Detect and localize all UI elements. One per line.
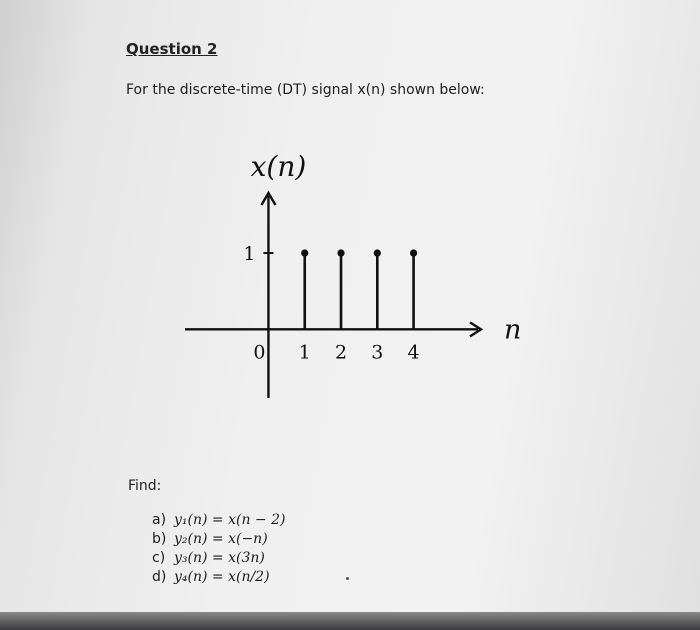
x-axis-label: n: [504, 314, 522, 346]
stem-marker: [301, 249, 308, 256]
y-tick-label: 1: [243, 243, 256, 266]
stems: [301, 249, 417, 329]
stem-marker: [337, 249, 344, 256]
question-title: Question 2: [126, 40, 218, 58]
part-d-expression: y₄(n) = x(n/2): [174, 569, 270, 585]
axes: [185, 193, 481, 398]
part-b-letter: b): [152, 531, 167, 547]
part-d-letter: d): [152, 569, 167, 585]
x-tick-label: 0: [253, 341, 266, 364]
x-tick-label: 3: [371, 341, 384, 364]
part-c-letter: c): [152, 550, 166, 566]
stem-marker: [374, 249, 381, 256]
part-a-expression: y₁(n) = x(n − 2): [174, 512, 286, 528]
find-label: Find:: [128, 478, 162, 494]
part-b: [152, 530, 285, 549]
monitor-bezel: [0, 612, 700, 630]
y-axis-label: x(n): [250, 150, 307, 183]
part-b-expression: y₂(n) = x(−n): [174, 531, 268, 547]
part-a: [152, 511, 285, 530]
question-intro: For the discrete-time (DT) signal x(n) shown below:: [126, 82, 485, 98]
part-d: [152, 568, 285, 587]
part-c: [152, 549, 285, 568]
stem-marker: [410, 249, 417, 256]
x-tick-label: 2: [334, 341, 348, 364]
find-parts: [152, 511, 285, 587]
x-tick-label: 4: [407, 341, 420, 364]
part-c-expression: y₃(n) = x(3n): [174, 550, 265, 566]
x-tick-label: 1: [298, 341, 311, 364]
part-a-letter: a): [152, 512, 167, 528]
stray-dot: [346, 577, 349, 580]
